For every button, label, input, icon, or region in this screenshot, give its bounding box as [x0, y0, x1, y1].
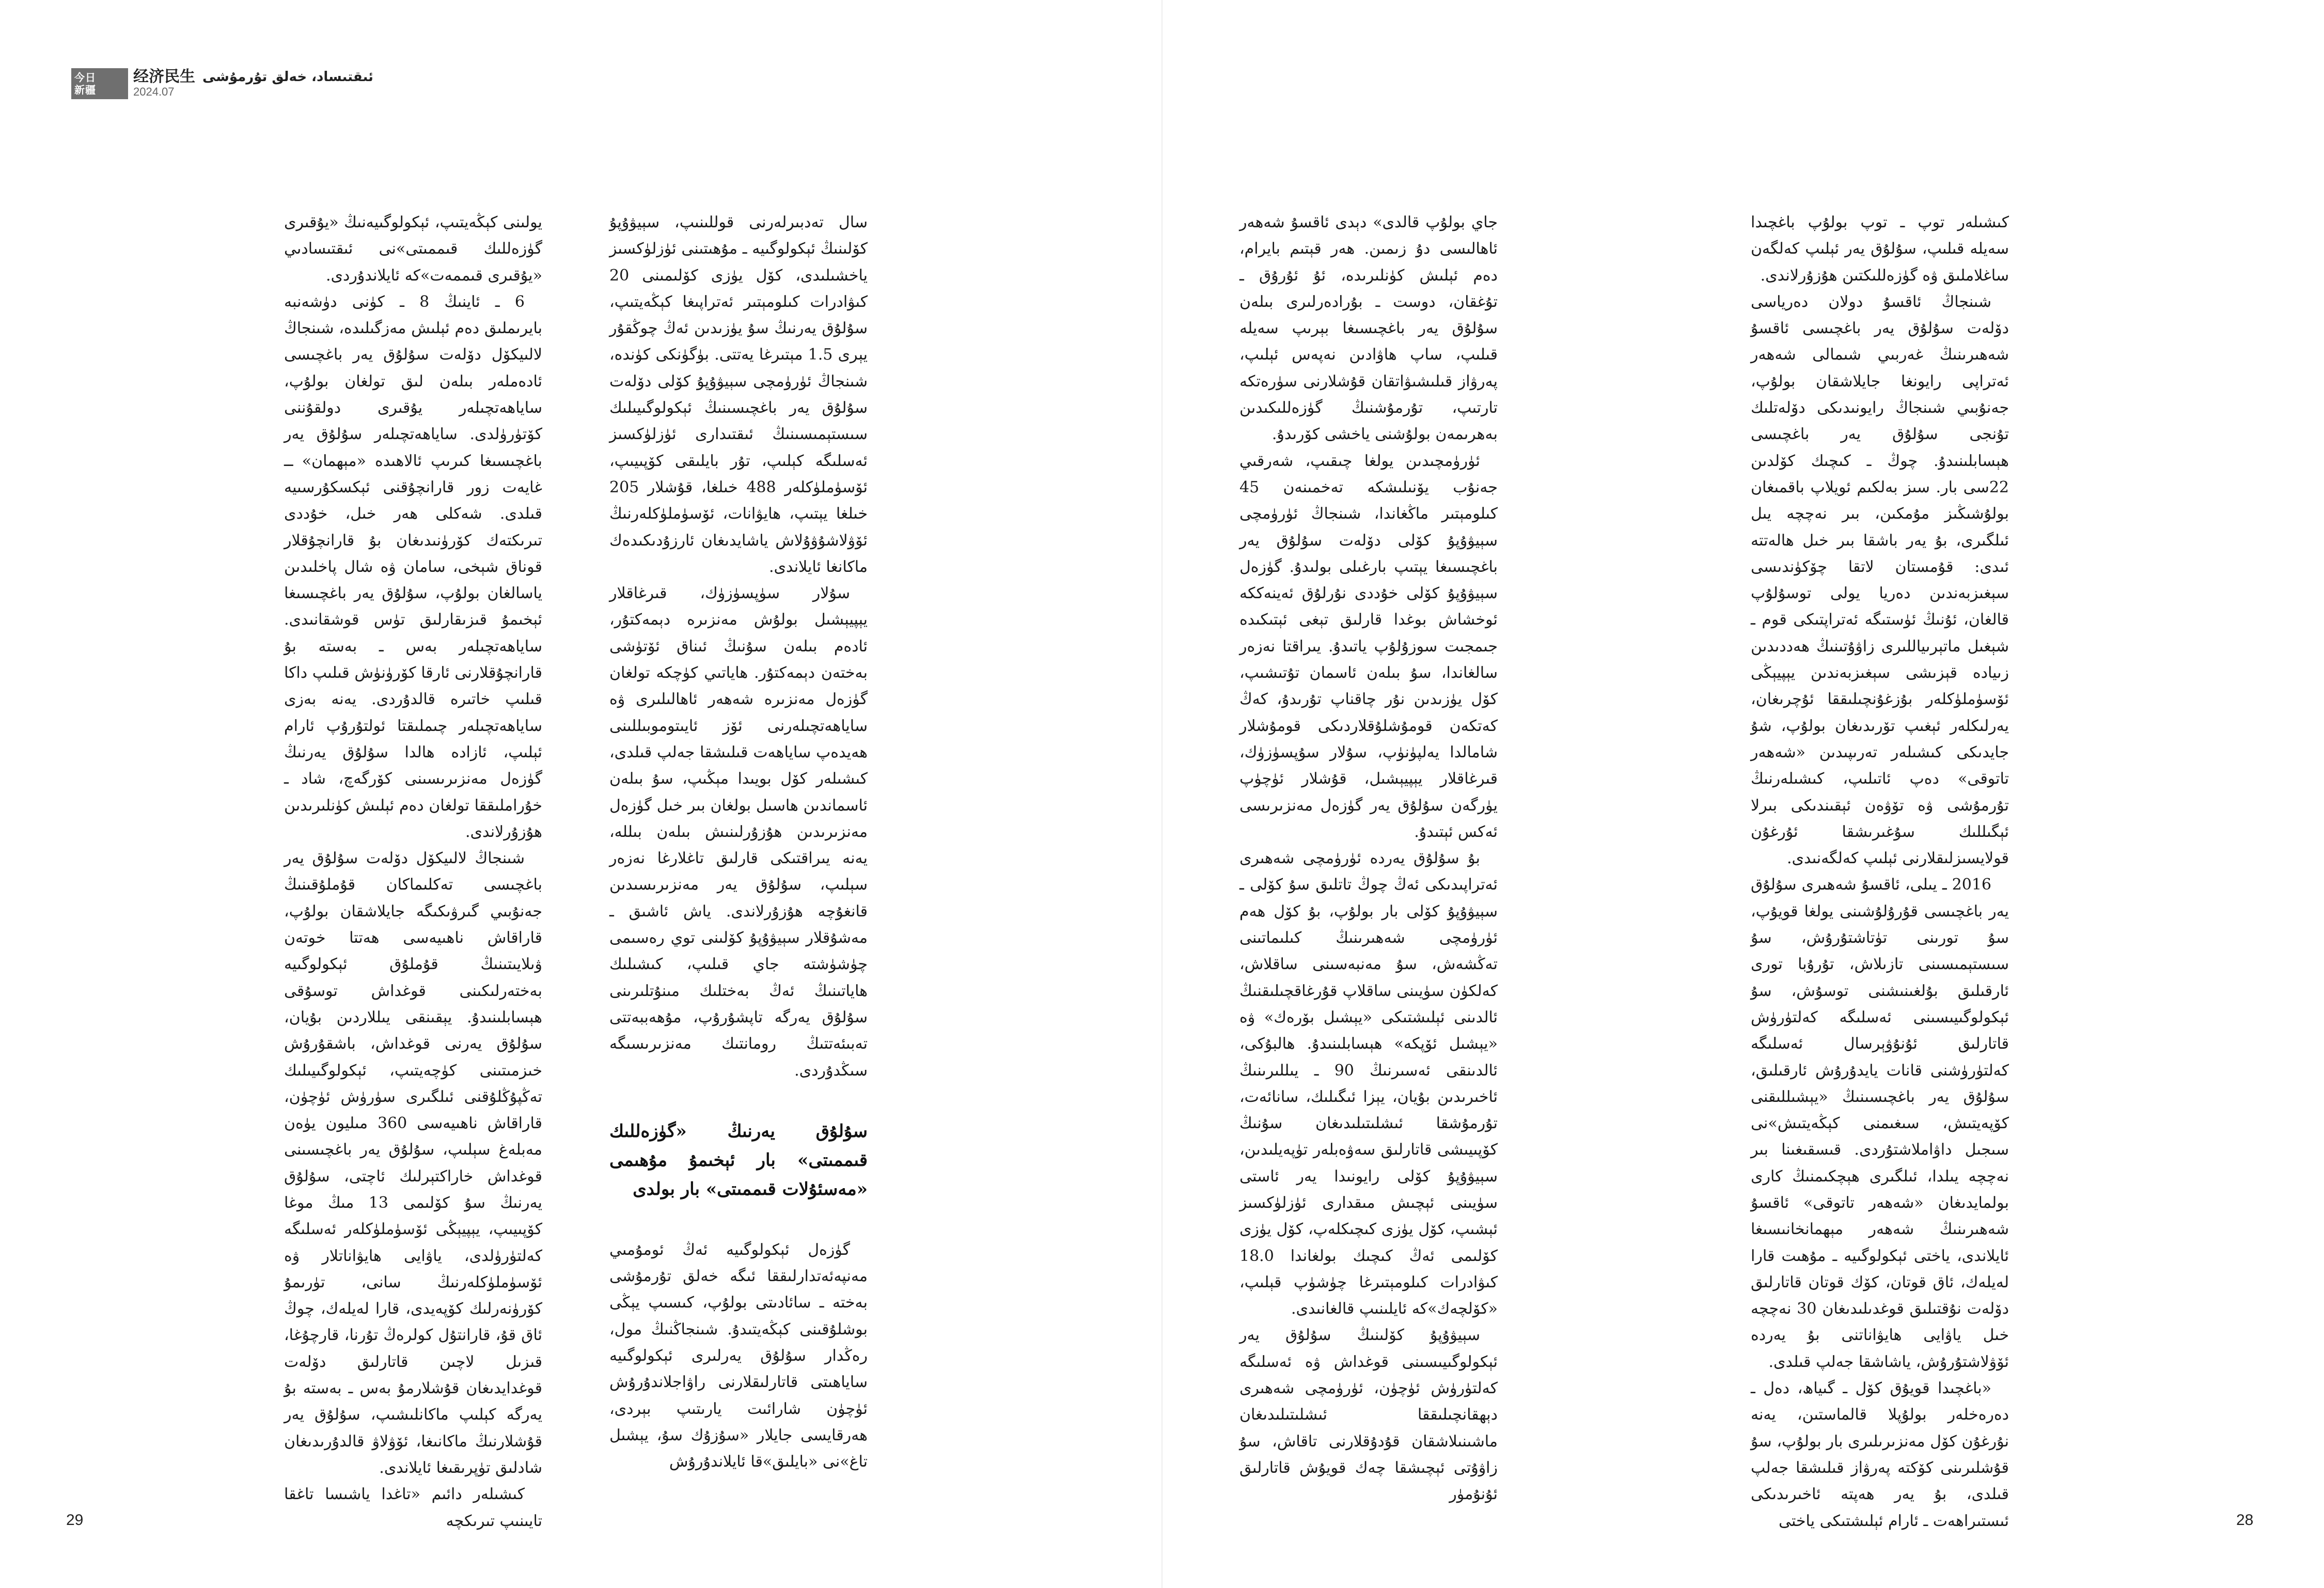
logo-line-1: 今日: [74, 71, 96, 84]
paragraph: جاي بولۇپ قالدى» دېدى ئاقسۇ شەھەر ئاھالىسى دۇ زىمىن. ھەر قېتىم بايرام، دەم ئېلىش كۈنلىرىدە، ئۇ ئۇرۇق ـ تۇغقان، دوست ـ بۇرادەرلىرى بىلەن سۇلۇق يەر باغچىسىغا بېرىپ سەيلە قىلىپ، ساپ ھاۋادىن نەپەس ئېلىپ، پەرۋاز قىلىشىۋاتقان قۇشلارنى سۈرەتكە تارتىپ، تۇرمۇشنىڭ گۈزەللىكىدىن بەھرىمەن بولۇشنى ياخشى كۆرىدۇ.: [1239, 213, 1498, 444]
right-page-outer-column: [1751, 209, 2009, 1534]
paragraph: 2016 ـ يىلى، ئاقسۇ شەھىرى سۇلۇق يەر باغچىسى قۇرۇلۇشىنى يولغا قويۇپ، سۇ تورىنى تۈتاشتۇرۇش، سۇ سىستېمىسىنى تازىلاش، تۇرۇبا تورى ئارقىلىق بۇلغىنىشنى توسۇش، سۇ ئېكولوگىيىسىنى ئەسلىگە كەلتۈرۈش قاتارلىق ئۇنۇۋېرسال ئەسلىگە كەلتۈرۈشنى قانات يايدۇرۇش ئارقىلىق، سۇلۇق يەر باغچىسىنىڭ «يېشىللىقنى كۆپەيتىش، سىغىمنى كېڭەيتىش»نى سىجىل داۋاملاشتۇردى. قىسقىغىنا بىر نەچچە يىلدا، ئىلگىرى ھېچكىمنىڭ كارى بولمايدىغان «شەھەر تاتوقى» ئاقسۇ شەھىرىنىڭ شەھەر مېھمانخانىسىغا ئايلاندى، ياختى ئېكولوگىيە ـ مۇھىت قارا لەيلەك، ئاق قوتان، كۆك قوتان قاتارلىق دۆلەت نۇقتىلىق قوغدىلىدىغان 30 نەچچە خىل ياۋايى ھايۋاناتنى بۇ يەردە ئۆۋلاشتۇرۇش، ياشاشقا جەلپ قىلدى.: [1751, 876, 2009, 1371]
page-number-left: 29: [66, 1512, 84, 1529]
issue-date: 2024.07: [133, 85, 175, 98]
paragraph: شىنجاڭ لالىيكۆل دۆلەت سۇلۇق يەر باغچىسى تەكلىماكان قۇملۇقىنىڭ جەنۇبىي گىرۋىكىگە جايلاشقان بولۇپ، قاراقاش ناھىيەسى ھەتتا خوتەن ۋىلايىتىنىڭ قۇملۇق ئېكولوگىيە بەختەرلىكىنى قوغداش توسۇقى ھېسابلىنىدۇ. يېقىنقى يىللاردىن بۇيان، سۇلۇق يەرنى قوغداش، باشقۇرۇش خىزمىتىنى كۈچەيتىپ، ئېكولوگىيىلىك تەڭپۇڭلۇقنى ئىلگىرى سۈرۈش ئۈچۈن، قاراقاش ناھىيەسى 360 مىليون يۈەن مەبلەغ سېلىپ، سۇلۇق يەر باغچىسىنى قوغداش خاراكتېرلىك ئاچتى، سۇلۇق يەرنىڭ سۇ كۆلىمى 13 مىڭ موغا كۆپىيىپ، يېپيېڭى ئۆسۈملۈكلەر ئەسلىگە كەلتۈرۈلدى، ياۋايى ھايۋاناتلار ۋە ئۆسۈملۈكلەرنىڭ سانى، تۈرىمۇ كۆرۈنەرلىك كۆپەيدى، قارا لەيلەك، چوڭ ئاق قۇ، قارانتۇل كولرەڭ تۇرنا، قارچۇغا، قىزىل لاچىن قاتارلىق دۆلەت قوغدايدىغان قۇشلارمۇ بەس ـ بەستە بۇ يەرگە كېلىپ ماكانلىشىپ، سۇلۇق يەر قۇشلارنىڭ ماكانىغا، ئۆۋلاۋ قالدۇرىدىغان شادلىق تۈپرىقىغا ئايلاندى.: [284, 849, 542, 1477]
section-title-ug: ئىقتىساد، خەلق تۇرمۇشى: [202, 69, 373, 85]
paragraph: ئۈرۈمچىدىن يولغا چىقىپ، شەرقىي جەنۇب يۆنىلىشكە تەخمىنەن 45 كىلومېتىر ماڭغاندا، شىنجاڭ ئۈرۈمچى سېيۋۇپۇ كۆلى دۆلەت سۇلۇق يەر باغچىسىغا يېتىپ بارغىلى بولىدۇ. گۈزەل سېيۋۇپۇ كۆلى خۇددى نۇرلۇق ئەينەككە ئوخشاش بوغدا قارلىق تېغى ئېتىكىدە جىمجىت سوزۇلۇپ ياتىدۇ. يىراقتا نەزەر سالغاندا، سۇ بىلەن ئاسمان تۇتىشىپ، كۆل يۈزىدىن نۇر چاقناپ تۇرىدۇ، كەڭ كەتكەن قومۇشلۇقلاردىكى قومۇشلار شامالدا يەلپۈنۈپ، سۇلار سۇپسۈزۈك، قىرغاقلار يېپيېشىل، قۇشلار ئۈچۈپ يۈرگەن سۇلۇق يەر گۈزەل مەنزىرىسى ئەكس ئېتىدۇ.: [1239, 452, 1498, 841]
section-title-cn: 经济民生: [133, 68, 195, 86]
left-page-outer-column: [284, 209, 542, 1534]
right-page: [1162, 0, 2324, 1588]
running-header-left: [71, 68, 373, 101]
magazine-logo: [71, 68, 128, 99]
paragraph: بۇ سۇلۇق يەردە ئۈرۈمچى شەھىرى ئەتراپىدىكى ئەڭ چوڭ تاتلىق سۇ كۆلى ـ سېيۋۇپۇ كۆلى بار بولۇپ، بۇ كۆل ھەم ئۈرۈمچى شەھىرىنىڭ كىلىماتىنى تەڭشەش، سۇ مەنبەسىنى ساقلاش، كەلكۈن سۈيىنى ساقلاپ قۇرغاقچىلىقنىڭ ئالدىنى ئېلىشتىكى «يېشىل بۆرەك» ۋە «يېشىل ئۆپكە» ھېسابلىنىدۇ. ھالبۇكى، ئالدىنقى ئەسىرنىڭ 90 ـ يىللىرىنىڭ ئاخىرىدىن بۇيان، يېزا ئىگىلىك، سانائەت، تۇرمۇشقا ئىشلىتىلىدىغان سۇنىڭ كۆپىيىشى قاتارلىق سەۋەبلەر تۈپەيلىدىن، سېيۋۇپۇ كۆلى رايونىدا يەر ئاستى سۈيىنى ئېچىش مىقدارى ئۈزلۈكسىز ئېشىپ، كۆل يۈزى كىچىكلەپ، كۆل يۈزى كۆلىمى ئەڭ كىچىك بولغاندا 18.0 كىۋادرات كىلومېتىرغا چۈشۈپ قېلىپ، «كۆلچەك»كە ئايلىنىپ قالغانىدى.: [1239, 849, 1498, 1318]
paragraph: «باغچىدا قويۇق كۆل ـ گىياھ، دەل ـ دەرەخلەر بولۇپلا قالماستىن، يەنە نۇرغۇن كۆل مەنزىرىلىرى بار بولۇپ، سۇ قۇشلىرىنى كۆكتە پەرۋاز قىلىشقا جەلپ قىلدى، بۇ يەر ھەپتە ئاخىرىدىكى ئىستىراھەت ـ ئارام ئېلىشتىكى ياختى: [1751, 1379, 2009, 1530]
paragraph: سېيۋۇپۇ كۆلىنىڭ سۇلۇق يەر ئېكولوگىيىسىنى قوغداش ۋە ئەسلىگە كەلتۈرۈش ئۈچۈن، ئۈرۈمچى شەھىرى دېھقانچىلىققا ئىشلىتىلىدىغان ماشىنىلاشقان قۇدۇقلارنى تاقاش، سۇ زاۋۇتى ئېچىشقا چەك قويۇش قاتارلىق ئۇنۇمۈر: [1239, 1326, 1498, 1504]
left-page-inner-column: [609, 209, 868, 1475]
logo-line-2: 新疆: [74, 84, 96, 96]
paragraph: كىشىلەر دائىم «تاغدا ياشىسا تاغقا تايىنىپ تىرىكچە: [284, 1485, 542, 1530]
paragraph: گۈزەل ئېكولوگىيە ئەڭ ئومۇمىي مەنپەئەتدارلىققا ئىگە خەلق تۇرمۇشى بەختە ـ سائادىتى بولۇپ، كىسىپ يېڭى بوشلۇقىنى كېڭەيتىدۇ. شىنجاڭنىڭ مول، رەڭدار سۇلۇق يەرلىرى ئېكولوگىيە ساياھىتى قاتارلىقلارنى راۋاجلاندۇرۇش ئۈچۈن شارائىت يارىتىپ بېردى، ھەرقايسى جايلار «سۇزۇك سۇ، يېشىل تاغ»نى «بايلىق»قا ئايلاندۇرۇش: [609, 1240, 868, 1471]
paragraph: كىشىلەر توپ ـ توپ بولۇپ باغچىدا سەيلە قىلىپ، سۇلۇق يەر ئېلىپ كەلگەن ساغلاملىق ۋە گۈزەللىكتىن ھۇزۇرلاندى.: [1751, 213, 2009, 285]
paragraph: يولىنى كېڭەيتىپ، ئېكولوگىيەنىڭ «يۇقىرى گۈزەللىك قىممىتى»نى ئىقتىسادىي «يۇقىرى قىممەت»كە ئايلاندۇردى.: [284, 213, 542, 285]
right-page-inner-column: [1239, 209, 1498, 1508]
section-block: [133, 68, 195, 98]
page-number-right: 28: [2236, 1512, 2254, 1529]
paragraph: سۇلار سۈپسۈزۈك، قىرغاقلار يېپيېشىل بولۇش مەنزىرە دېمەكتۇر، ئادەم بىلەن سۇنىڭ ئىناق ئۆتۈشى بەختەن دېمەكتۇر. ھاياتىي كۈچكە تولغان گۈزەل مەنزىرە شەھەر ئاھالىلىرى ۋە ساياھەتچىلەرنى ئۆز ئايىتوموبىللىنى ھەيدەپ ساياھەت قىلىشقا جەلپ قىلدى، كىشىلەر كۆل بويىدا مېڭىپ، سۇ بىلەن ئاسماندىن ھاسىل بولغان بىر خىل گۈزەل مەنزىرىدىن ھۇزۇرلىنىش بىلەن بىللە، يەنە يىراقتىكى قارلىق تاغلارغا نەزەر سېلىپ، سۇلۇق يەر مەنزىرىسىدىن قانغۇچە ھۇزۇرلاندى. ياش ئاشىق ـ مەشۇقلار سېيۋۇپۇ كۆلىنى توي رەسىمى چۈشۈشتە جاي قىلىپ، كىشىلىك ھاياتىنىڭ ئەڭ بەختلىك مىنۇتلىرىنى سۇلۇق يەرگە تاپشۇرۇپ، مۇھەببەتتى تەبىئەتتىڭ رومانتىك مەنزىرىسىگە سىڭدۇردى.: [609, 584, 868, 1080]
paragraph: شىنجاڭ ئاقسۇ دولان دەرياسى دۆلەت سۇلۇق يەر باغچىسى ئاقسۇ شەھىرىنىڭ غەربىي شىمالى شەھەر ئەتراپى رايونغا جايلاشقان بولۇپ، جەنۇبىي شىنجاڭ رايونىدىكى دۆلەتلىك تۇنجى سۇلۇق يەر باغچىسى ھېسابلىنىدۇ. چوڭ ـ كىچىك كۆلدىن 22سى بار. سىز بەلكىم ئويلاپ باقمىغان بولۇشىڭىز مۇمكىن، بىر نەچچە يىل ئىلگىرى، بۇ يەر باشقا بىر خىل ھالەتتە ئىدى: قۇمستان لاتقا چۆكۈندىسى سېغىزبەندىن دەريا يولى توسۇلۇپ قالغان، ئۇنىڭ ئۈستىگە ئەتراپتىكى قوم ـ شېغىل ماتېرىياللىرى زاۋۇتىنىڭ ھەددىدىن زىيادە قېزىشى سېغىزبەندىن يېپيېڭى ئۆسۈملۈكلەر بۇزغۇنچىلىققا ئۇچرىغان، يەرلىكلەر ئېغىپ تۆرىدىغان بولۇپ، شۇ جايدىكى كىشىلەر تەرىپىدىن «شەھەر تاتوقى» دەپ ئاتىلىپ، كىشىلەرنىڭ تۇرمۇشى ۋە تۆۋەن ئېقىندىكى بىرلا ئېگىللىك سۇغىرىشقا ئۇرغۇن قولايسىزلىقلارنى ئېلىپ كەلگەنىدى.: [1751, 292, 2009, 868]
paragraph: سال تەدبىرلەرنى قوللىنىپ، سېيۋۇپۇ كۆلىنىڭ ئېكولوگىيە ـ مۇھىتىنى ئۈزلۈكسىز ياخشىلىدى، كۆل يۈزى كۆلىمىنى 20 كىۋادرات كىلومېتىر ئەتراپىغا كېڭەيتىپ، سۇلۇق يەرنىڭ سۇ يۈزىدىن ئەڭ چوڭقۇر يېرى 1.5 مېتىرغا يەتتى. بۈگۈنكى كۈندە، شىنجاڭ ئۈرۈمچى سېيۋۇپۇ كۆلى دۆلەت سۇلۇق يەر باغچىسىنىڭ ئېكولوگىيىلىك سىستېمىسىنىڭ ئىقتىدارى ئۈزلۈكسىز ئەسلىگە كېلىپ، تۇر بايلىقى كۆپىيىپ، ئۆسۈملۈكلەر 488 خىلغا، قۇشلار 205 خىلغا يېتىپ، ھايۋانات، ئۆسۈملۈكلەرنىڭ ئۆۋلاشۇۋۇلاش ياشايدىغان ئارزۇدىكىدەك ماكانغا ئايلاندى.: [609, 213, 868, 576]
section-heading: سۇلۇق يەرنىڭ «گۈزەللىك قىممىتى» بار ئېخىمۇ مۇھىمى «مەسئۇلات قىممىتى» بار بولدى: [609, 1120, 868, 1200]
paragraph: 6 ـ ئاينىڭ 8 ـ كۈنى دۈشەنبە بايرىملىق دەم ئېلىش مەزگىلىدە، شىنجاڭ لالىيكۆل دۆلەت سۇلۇق يەر باغچىسى ئادەملەر بىلەن لىق تولغان بولۇپ، ساياھەتچىلەر يۇقىرى دولقۇننى كۆتۈرۈلدى. ساياھەتچىلەر سۇلۇق يەر باغچىسىغا كىرىپ ئالاھىدە «مېھمان» ــ غايەت زور قارانچۇقنى ئېكسكۇرسىيە قىلدى. شەكلى ھەر خىل، خۇددى تىرىكتەك كۆرۈنىدىغان بۇ قارانچۇقلار قوناق شېخى، سامان ۋە شال پاخلىدىن ياسالغان بولۇپ، سۇلۇق يەر باغچىسىغا ئېخىمۇ قىزىقارلىق تۈس قوشقانىدى. ساياھەتچىلەر بەس ـ بەستە بۇ قارانچۇقلارنى ئارقا كۆرۈنۈش قىلىپ داكا قىلىپ خاتىرە قالدۇردى. يەنە بەزى ساياھەتچىلەر چىملىقتا ئولتۇرۇپ ئارام ئېلىپ، ئازادە ھالدا سۇلۇق يەرنىڭ گۈزەل مەنزىرىسىنى كۆرگەچ، شاد ـ خۇراملىققا تولغان دەم ئېلىش كۈنلىرىدىن ھۇزۇرلاندى.: [284, 292, 542, 841]
